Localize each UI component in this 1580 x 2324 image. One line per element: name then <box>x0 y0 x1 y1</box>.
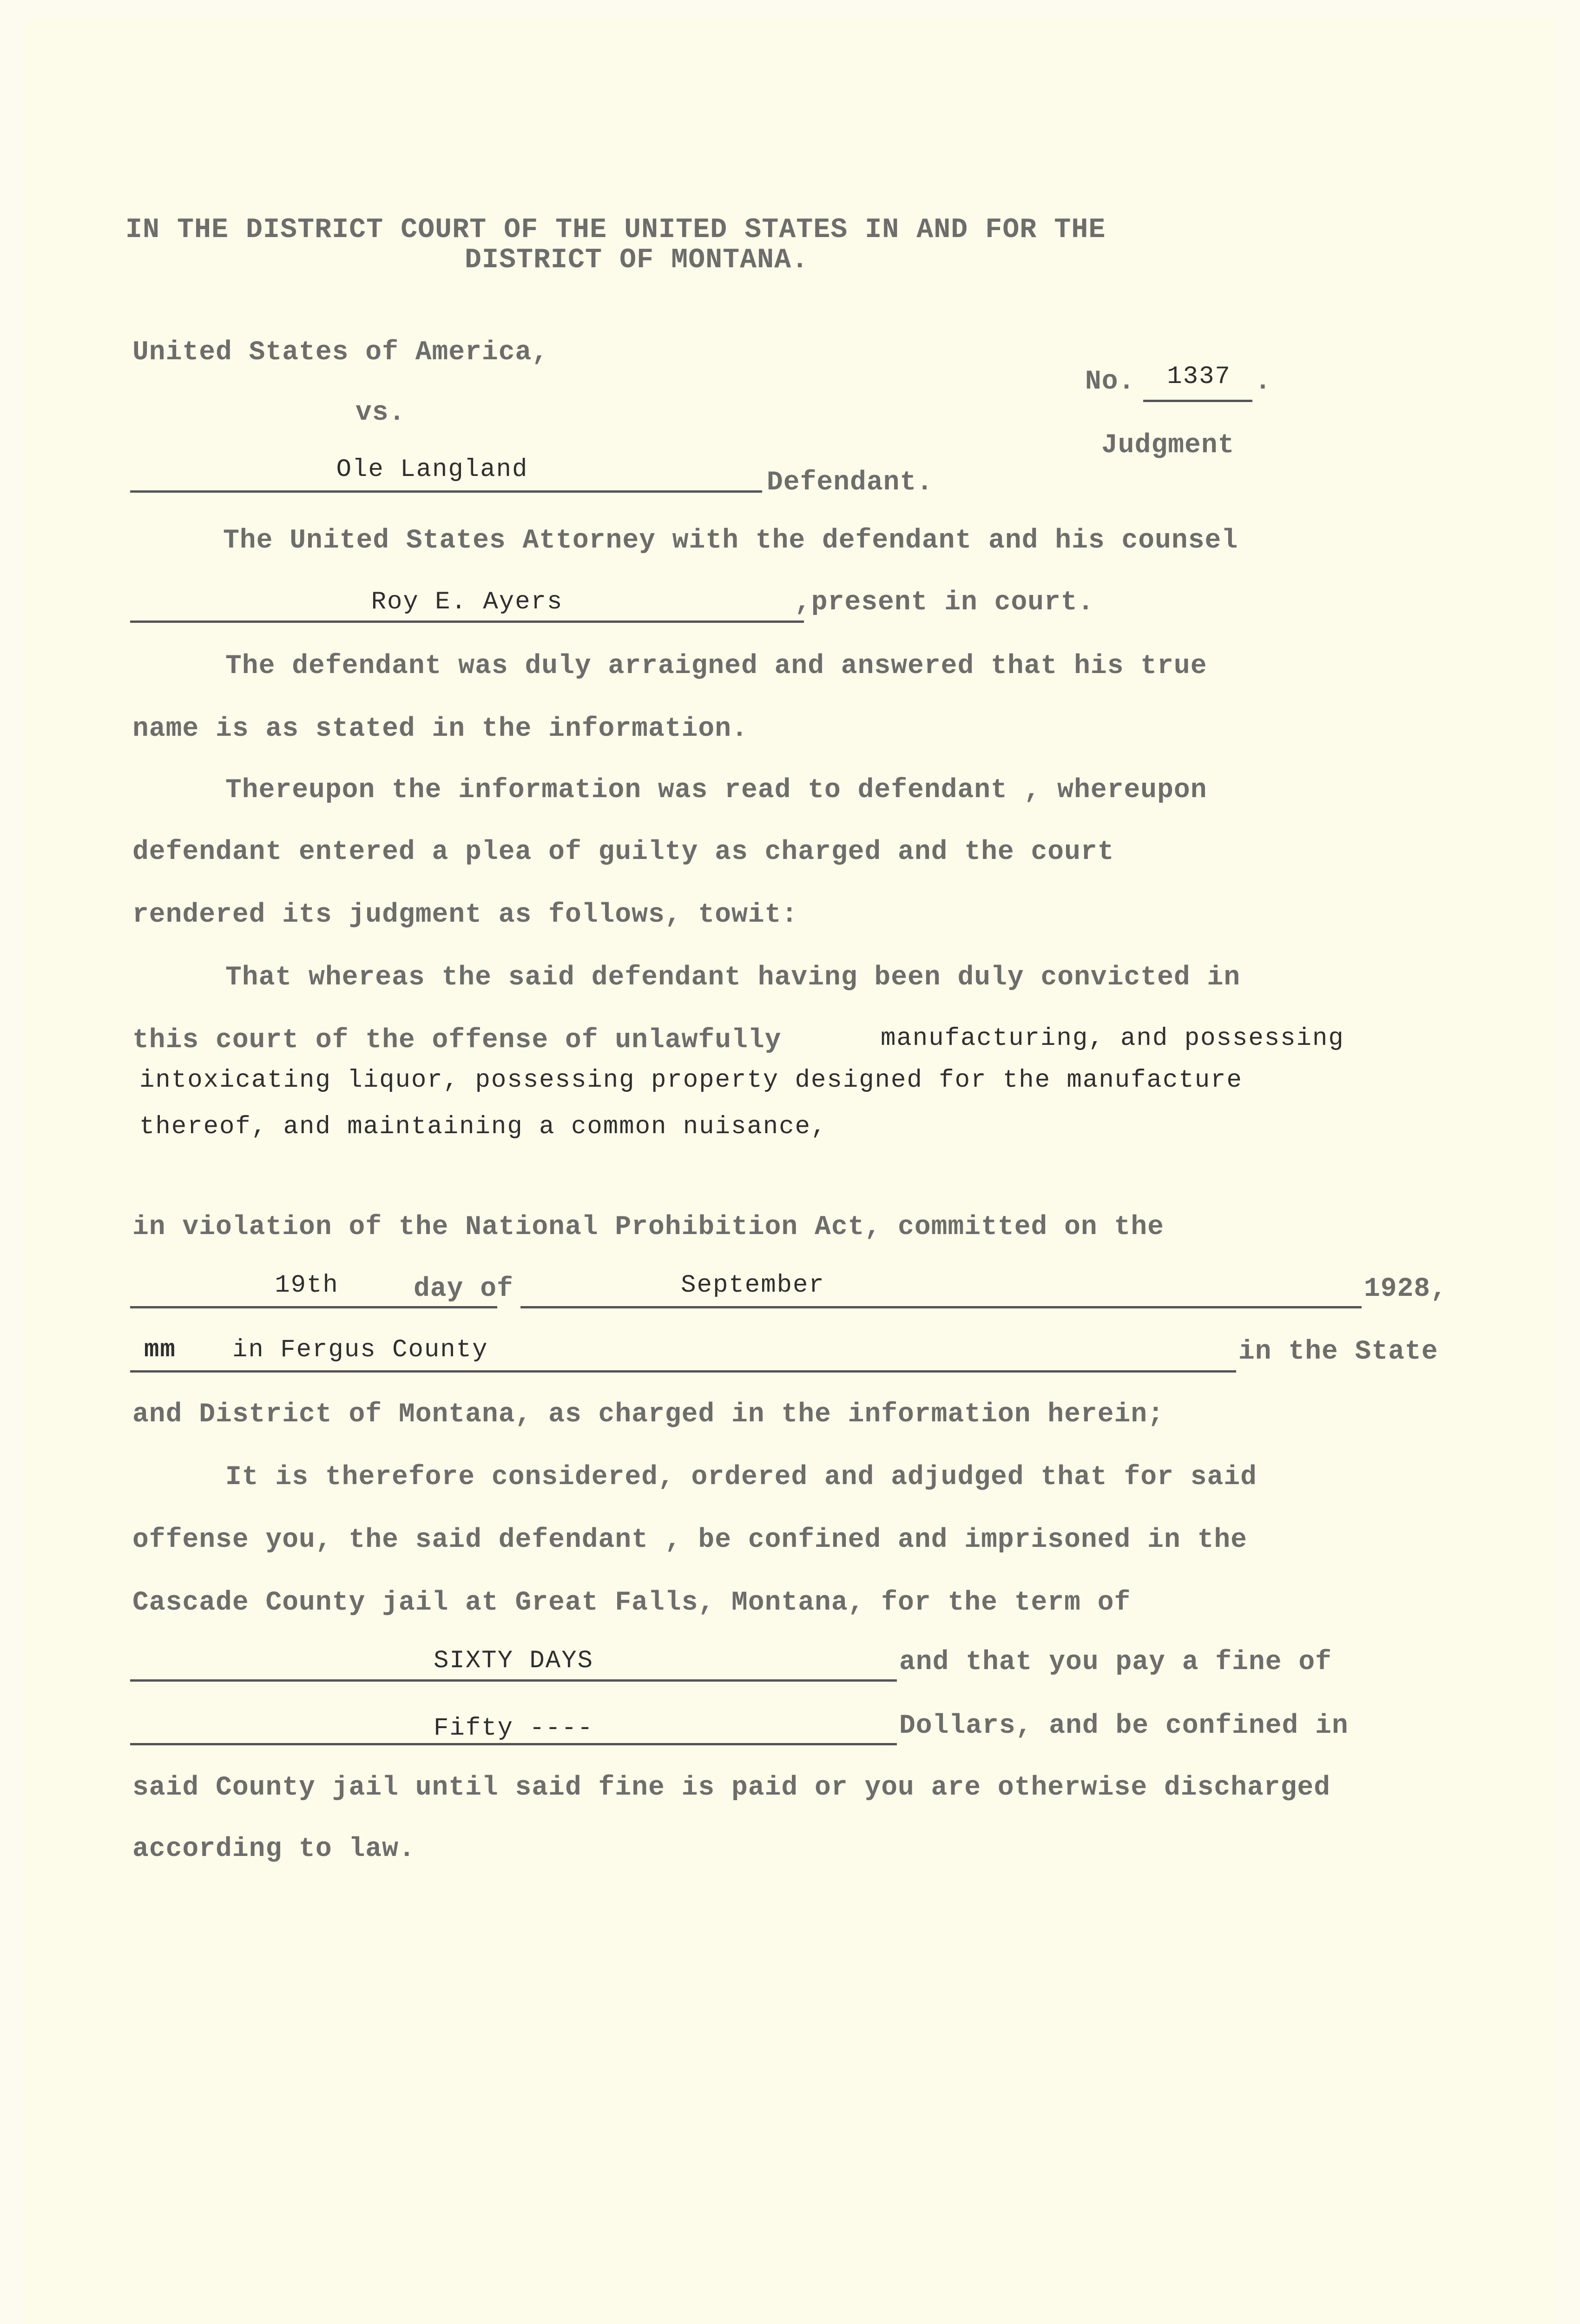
body-line: That whereas the said defendant having been duly convicted in <box>225 963 1241 993</box>
body-line: Cascade County jail at Great Falls, Montana, for the term of <box>132 1588 1131 1618</box>
body-line: ,present in court. <box>795 588 1094 618</box>
offense-month-line <box>520 1306 1362 1308</box>
document-type: Judgment <box>1101 430 1235 461</box>
court-heading-line1: IN THE DISTRICT COURT OF THE UNITED STATES IN AND FOR THE <box>125 214 1106 246</box>
offense-text: manufacturing, and possessing <box>881 1024 1344 1053</box>
county-prefix: mm <box>144 1336 176 1364</box>
body-line: name is as stated in the information. <box>132 714 748 744</box>
fine-amount: Fifty ---- <box>433 1714 594 1743</box>
plaintiff-name: United States of America, <box>132 337 549 368</box>
body-line: according to law. <box>132 1834 415 1864</box>
body-line: rendered its judgment as follows, towit: <box>132 900 798 930</box>
body-line: The defendant was duly arraigned and answered that his true <box>225 651 1207 681</box>
counsel-line <box>130 621 804 623</box>
body-line: offense you, the said defendant , be confined and imprisoned in the <box>132 1525 1247 1555</box>
court-heading-line2: DISTRICT OF MONTANA. <box>465 244 809 276</box>
fine-amount-line <box>130 1743 897 1745</box>
versus-label: vs. <box>356 398 406 428</box>
offense-text: thereof, and maintaining a common nuisance, <box>139 1113 827 1141</box>
body-line: and that you pay a fine of <box>899 1647 1332 1677</box>
case-number: 1337 <box>1167 363 1231 391</box>
body-line: The United States Attorney with the defendant and his counsel <box>223 526 1238 556</box>
body-line: this court of the offense of unlawfully <box>132 1025 782 1056</box>
offense-day: 19th <box>275 1271 339 1300</box>
case-number-label: No. <box>1085 367 1135 397</box>
offense-year: 1928, <box>1364 1274 1448 1304</box>
offense-text: intoxicating liquor, possessing property designed for the manufacture <box>139 1066 1243 1095</box>
sentence-term-line <box>130 1679 897 1682</box>
offense-county-line <box>130 1370 1236 1373</box>
case-number-period: . <box>1255 367 1271 397</box>
offense-day-line <box>130 1306 497 1308</box>
body-line: day of <box>414 1274 514 1304</box>
body-line: in the State <box>1238 1337 1438 1367</box>
offense-month: September <box>681 1271 825 1300</box>
sentence-term: SIXTY DAYS <box>433 1647 594 1675</box>
defendant-label: Defendant. <box>767 468 934 498</box>
body-line: It is therefore considered, ordered and adjudged that for said <box>225 1462 1257 1492</box>
case-number-line <box>1143 400 1252 402</box>
body-line: Dollars, and be confined in <box>899 1711 1349 1741</box>
body-line: in violation of the National Prohibition Act, committed on the <box>132 1212 1164 1242</box>
body-line: Thereupon the information was read to defendant , whereupon <box>225 775 1207 805</box>
defendant-name-line <box>130 490 762 493</box>
offense-county: in Fergus County <box>232 1336 488 1364</box>
body-line: said County jail until said fine is paid or you are otherwise discharged <box>132 1773 1331 1803</box>
body-line: defendant entered a plea of guilty as charged and the court <box>132 837 1114 867</box>
defendant-name: Ole Langland <box>336 456 528 484</box>
counsel-name: Roy E. Ayers <box>371 588 563 616</box>
body-line: and District of Montana, as charged in the information herein; <box>132 1400 1164 1430</box>
